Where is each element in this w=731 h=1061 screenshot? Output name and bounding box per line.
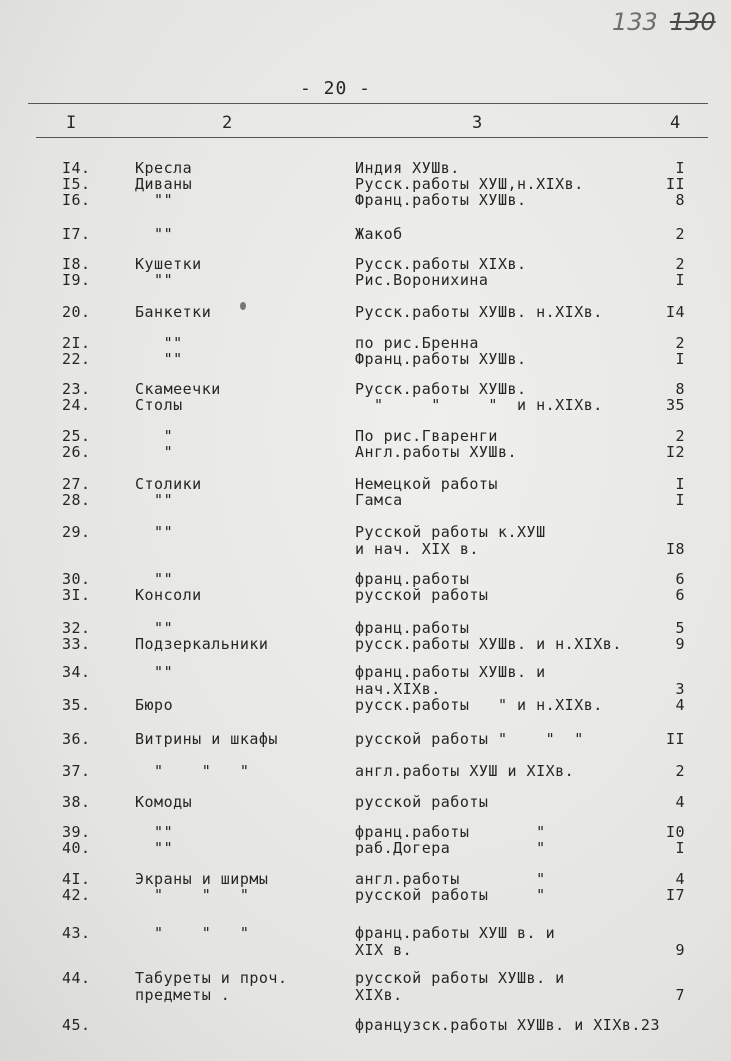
column-header-1: I [66,113,77,133]
item-origin-line: франц.работы " [355,823,546,841]
item-quantity-line: 4 [675,696,685,714]
row-number [62,1017,91,1034]
row-number-line: 40. [62,839,91,857]
item-name [135,587,202,604]
item-origin-line: Жакоб [355,225,403,243]
item-name [135,731,278,748]
sheet-number: 133 [612,8,658,36]
item-quantity-line: II [665,175,685,193]
row-number-line: 42. [62,886,91,904]
item-quantity [675,492,685,509]
row-number [62,351,91,368]
item-quantity [666,524,685,558]
item-origin [355,794,488,811]
item-quantity [675,840,685,857]
row-number [62,731,91,748]
item-origin [355,304,603,321]
item-name [135,970,288,1004]
item-origin [355,524,546,558]
item-name-line: Банкетки [135,303,212,321]
item-name [135,840,173,857]
item-name-line: Подзеркальники [135,635,269,653]
item-origin [355,397,603,414]
item-origin [355,840,546,857]
item-name-line: Столики [135,475,202,493]
item-origin-line: нач.XIXв. [355,680,441,698]
item-origin-line: Немецкой работы [355,475,498,493]
item-name-line: " [135,427,174,445]
item-quantity [666,304,685,321]
item-quantity-line: 9 [675,635,685,653]
row-number-line: 23. [62,380,91,398]
row-number-line: 29. [62,523,91,541]
item-quantity-line [675,925,685,942]
row-number [62,763,91,780]
row-number-line: 22. [62,350,91,368]
row-number [62,887,91,904]
item-origin-line: и нач. XIX в. [355,540,479,558]
item-name-line: " " " [135,924,250,942]
item-origin-line: Франц.работы XУШв. [355,191,527,209]
page-number: - 20 - [300,78,372,99]
column-header-3: 3 [472,113,483,133]
item-origin [355,970,565,1004]
item-origin-line: русской работы " " " [355,730,584,748]
row-number-line: 39. [62,823,91,841]
item-name-line: "" [135,225,174,243]
row-number [62,272,91,289]
item-origin [355,226,403,243]
row-number-line: 32. [62,619,91,637]
row-number [62,397,91,414]
column-header-4: 4 [670,113,681,133]
item-origin [355,1017,660,1034]
item-origin-line: XIXв. [355,986,403,1004]
row-number-line: I6. [62,191,91,209]
item-origin [355,636,622,653]
item-quantity-line: 7 [675,986,685,1004]
item-origin-line: Гамса [355,491,403,509]
item-name-line: "" [135,334,183,352]
archive-sheet-number [612,8,716,36]
row-number [62,192,91,209]
item-origin-line: англ.работы " [355,870,546,888]
item-name [135,351,183,368]
item-origin [355,192,527,209]
row-number [62,794,91,811]
item-quantity [675,226,685,243]
row-number-line: 44. [62,969,91,987]
row-number-line: 26. [62,443,91,461]
item-quantity-line: 35 [665,396,685,414]
row-number-line: 27. [62,475,91,493]
column-header-2: 2 [222,113,233,133]
row-number-line: 37. [62,762,91,780]
item-origin-line: по рис.Бренна [355,334,479,352]
item-quantity-line: 3 [675,680,685,698]
item-name [135,664,173,681]
item-quantity-line: I7 [665,886,685,904]
item-quantity-line: 8 [675,380,685,398]
row-number [62,587,91,604]
item-quantity [675,925,685,959]
item-quantity [675,970,685,1004]
row-number-line: I8. [62,255,91,273]
item-name-line: "" [135,523,174,541]
item-quantity-line: I [675,271,685,289]
item-quantity [675,763,685,780]
item-origin-line: По рис.Гваренги [355,427,498,445]
item-origin-line: франц.работы [355,619,470,637]
item-quantity-line: I [675,475,685,493]
item-name [135,763,249,780]
item-quantity [675,794,685,811]
item-name [135,444,173,461]
row-number-line: I7. [62,225,91,243]
row-number-line: I5. [62,175,91,193]
row-number-line: 33. [62,635,91,653]
item-name [135,272,173,289]
item-name-line: "" [135,191,174,209]
item-origin-line: англ.работы XУШ и XIXв. [355,762,575,780]
item-name-line: " " " [135,762,250,780]
item-name [135,397,183,414]
item-origin-line: русской работы [355,793,489,811]
item-name-line: "" [135,271,174,289]
item-quantity-line: 4 [675,793,685,811]
item-quantity-line: I2 [665,443,685,461]
row-number [62,970,91,987]
item-name-line: Витрины и шкафы [135,730,278,748]
row-number-line: I4. [62,159,91,177]
item-origin [355,763,574,780]
row-number-line: 36. [62,730,91,748]
item-name-line: предметы . [135,986,231,1004]
item-quantity [666,731,685,748]
row-number [62,697,91,714]
item-origin-line: Русск.работы XУШв. [355,380,527,398]
item-origin-line: франц.работы XУШв. и [355,663,546,681]
item-name-line: " " " [135,886,250,904]
row-number [62,840,91,857]
header-rule-top [28,103,708,104]
item-name-line: Столы [135,396,183,414]
item-origin [355,664,546,698]
row-number [62,925,91,942]
item-origin-line: франц.работы XУШ в. и [355,924,556,942]
item-quantity [675,192,685,209]
struck-sheet-number: 130 [669,8,716,36]
item-origin [355,697,603,714]
item-origin-line: Русск.работы XУШв. н.XIXв. [355,303,603,321]
item-name-line: Комоды [135,793,193,811]
row-number-line: I9. [62,271,91,289]
row-number-line: 4I. [62,870,91,888]
item-name-line: "" [135,663,174,681]
item-name [135,697,173,714]
item-quantity [675,697,685,714]
item-origin [355,887,546,904]
item-quantity-line [666,524,685,541]
row-number-line: 28. [62,491,91,509]
row-number-line: 25. [62,427,91,445]
item-name-line: "" [135,491,174,509]
item-quantity-line: 2 [675,225,685,243]
item-name-line: Экраны и ширмы [135,870,269,888]
row-number-line: 45. [62,1016,91,1034]
row-number [62,524,91,541]
item-name-line: Консоли [135,586,202,604]
row-number-line: 38. [62,793,91,811]
item-name [135,887,249,904]
item-name [135,524,173,541]
item-origin-line: русской работы " [355,886,546,904]
item-quantity-line: 2 [675,762,685,780]
item-origin-line: раб.Догера " [355,839,546,857]
item-name [135,304,211,321]
item-name-line: Скамеечки [135,380,221,398]
item-origin-line: " " " и н.XIXв. [355,396,603,414]
item-name [135,192,173,209]
item-name-line: Бюро [135,696,174,714]
row-number-line: 2I. [62,334,91,352]
item-quantity [675,272,685,289]
row-number-line: 43. [62,924,91,942]
item-quantity-line: I4 [665,303,685,321]
item-origin-line: Англ.работы XУШв. [355,443,518,461]
row-number-line: 20. [62,303,91,321]
header-rule-bottom [36,137,708,138]
item-origin-line: XIX в. [355,941,413,959]
item-name-line: Табуреты и проч. [135,969,288,987]
item-quantity-line: 8 [675,191,685,209]
row-number-line: 3I. [62,586,91,604]
item-quantity [675,351,685,368]
row-number [62,444,91,461]
item-origin-line: франц.работы [355,570,470,588]
item-quantity [675,664,685,698]
item-quantity-line [675,664,685,681]
item-origin [355,587,488,604]
row-number [62,492,91,509]
item-name-line: "" [135,570,174,588]
item-name-line: "" [135,619,174,637]
item-origin [355,272,488,289]
item-quantity-line: 2 [675,255,685,273]
item-quantity-line: I [675,839,685,857]
item-quantity-line [675,970,685,987]
item-quantity [675,636,685,653]
item-name-line: "" [135,839,174,857]
item-origin-line: русской работы XУШв. и [355,969,565,987]
item-origin-line: Рис.Воронихина [355,271,489,289]
item-origin [355,444,517,461]
item-quantity-line: I [675,159,685,177]
item-name [135,794,192,811]
row-number [62,664,91,681]
item-name-line: "" [135,350,183,368]
item-quantity-line: II [665,730,685,748]
item-name-line: Диваны [135,175,193,193]
item-quantity [666,444,685,461]
item-quantity-line: 5 [675,619,685,637]
item-quantity-line: 2 [675,334,685,352]
item-origin [355,492,403,509]
item-name-line: " [135,443,174,461]
item-name-line: Кресла [135,159,193,177]
item-origin-line: Русской работы к.XУШ [355,523,546,541]
item-quantity [675,587,685,604]
item-name-line: Кушетки [135,255,202,273]
item-origin-line: Франц.работы XУШв. [355,350,527,368]
item-name [135,925,249,942]
item-quantity-line: 6 [675,570,685,588]
item-origin [355,731,584,748]
item-name [135,226,173,243]
row-number [62,304,91,321]
row-number [62,636,91,653]
item-name-line: "" [135,823,174,841]
item-origin-line: русской работы [355,586,489,604]
item-quantity-line: 6 [675,586,685,604]
row-number-line: 24. [62,396,91,414]
row-number [62,226,91,243]
item-quantity-line: 4 [675,870,685,888]
item-origin-line: русск.работы XУШв. и н.XIXв. [355,635,622,653]
item-origin-line: Индия XУШв. [355,159,460,177]
item-quantity-line: I [675,350,685,368]
item-origin-line: французск.работы XУШв. и XIXв.23 [355,1016,660,1034]
item-name [135,492,173,509]
item-name [135,636,268,653]
item-origin-line: русск.работы " и н.XIXв. [355,696,603,714]
row-number-line: 34. [62,663,91,681]
item-origin [355,351,527,368]
item-origin-line: Русск.работы XУШ,н.XIXв. [355,175,584,193]
item-quantity-line: 2 [675,427,685,445]
row-number-line: 30. [62,570,91,588]
ink-speck [240,302,246,310]
item-quantity [666,887,685,904]
row-number-line: 35. [62,696,91,714]
item-origin [355,925,555,959]
item-origin-line: Русск.работы XIXв. [355,255,527,273]
item-quantity [666,397,685,414]
item-quantity-line: 9 [675,941,685,959]
item-quantity-line: I [675,491,685,509]
item-quantity-line: I0 [665,823,685,841]
item-quantity-line: I8 [665,540,685,558]
